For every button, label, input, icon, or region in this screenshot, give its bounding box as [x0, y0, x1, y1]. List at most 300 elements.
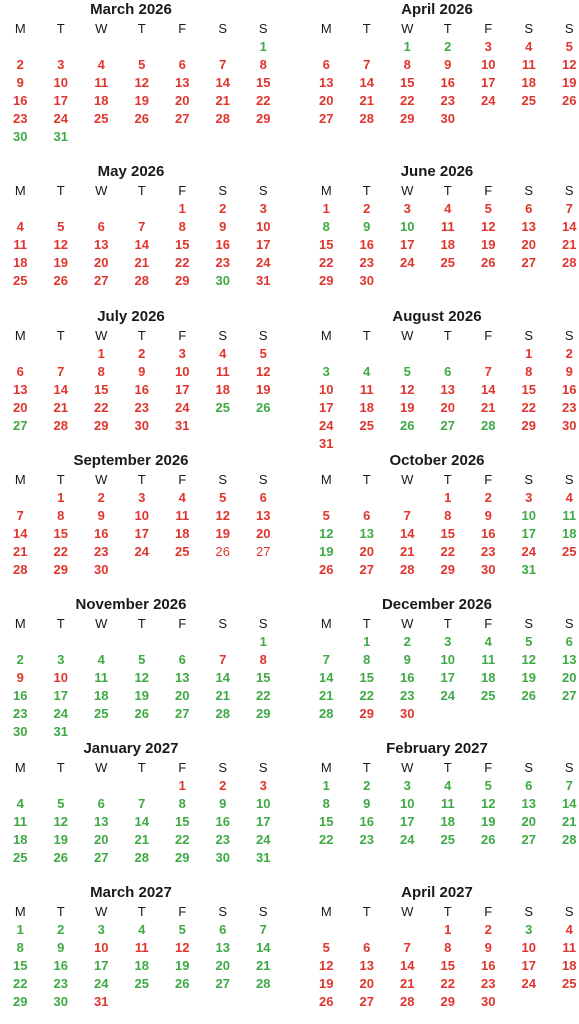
- day-cell[interactable]: 25: [175, 544, 190, 559]
- day-cell[interactable]: 10: [521, 940, 536, 955]
- day-cell[interactable]: 11: [13, 814, 28, 829]
- day-cell[interactable]: 23: [13, 111, 28, 126]
- day-cell[interactable]: 10: [521, 508, 536, 523]
- day-cell[interactable]: 28: [13, 562, 28, 577]
- day-cell[interactable]: 23: [359, 832, 374, 847]
- day-cell[interactable]: 20: [359, 976, 374, 991]
- day-cell[interactable]: 11: [562, 508, 577, 523]
- day-cell[interactable]: 18: [13, 255, 28, 270]
- day-cell[interactable]: 29: [256, 706, 271, 721]
- day-cell[interactable]: 11: [215, 364, 230, 379]
- day-cell[interactable]: 22: [521, 400, 536, 415]
- day-cell[interactable]: 18: [359, 400, 374, 415]
- day-cell[interactable]: 24: [521, 544, 536, 559]
- day-cell[interactable]: 2: [16, 57, 24, 72]
- day-cell[interactable]: 16: [481, 526, 496, 541]
- day-cell[interactable]: 5: [57, 796, 65, 811]
- day-cell[interactable]: 2: [484, 922, 492, 937]
- day-cell[interactable]: 23: [94, 544, 109, 559]
- day-cell[interactable]: 15: [440, 526, 455, 541]
- day-cell[interactable]: 12: [562, 57, 577, 72]
- day-cell[interactable]: 26: [53, 850, 68, 865]
- day-cell[interactable]: 20: [94, 832, 109, 847]
- day-cell[interactable]: 3: [138, 490, 146, 505]
- day-cell[interactable]: 28: [215, 706, 230, 721]
- day-cell[interactable]: 1: [363, 634, 371, 649]
- day-cell[interactable]: 20: [175, 688, 190, 703]
- day-cell[interactable]: 30: [481, 994, 496, 1009]
- day-cell[interactable]: 21: [319, 688, 334, 703]
- day-cell[interactable]: 15: [175, 814, 190, 829]
- day-cell[interactable]: 1: [259, 634, 267, 649]
- day-cell[interactable]: 22: [94, 400, 109, 415]
- day-cell[interactable]: 16: [13, 688, 28, 703]
- day-cell[interactable]: 14: [481, 382, 496, 397]
- day-cell[interactable]: 12: [134, 75, 149, 90]
- day-cell[interactable]: 25: [359, 418, 374, 433]
- day-cell[interactable]: 4: [484, 634, 492, 649]
- day-cell[interactable]: 25: [215, 400, 230, 415]
- day-cell[interactable]: 20: [256, 526, 271, 541]
- day-cell[interactable]: 30: [94, 562, 109, 577]
- day-cell[interactable]: 14: [256, 940, 271, 955]
- day-cell[interactable]: 11: [94, 670, 109, 685]
- day-cell[interactable]: 24: [400, 255, 415, 270]
- day-cell[interactable]: 27: [521, 832, 536, 847]
- day-cell[interactable]: 3: [525, 922, 533, 937]
- day-cell[interactable]: 11: [481, 652, 496, 667]
- day-cell[interactable]: 29: [319, 273, 334, 288]
- day-cell[interactable]: 24: [94, 976, 109, 991]
- day-cell[interactable]: 27: [13, 418, 28, 433]
- day-cell[interactable]: 4: [16, 796, 24, 811]
- day-cell[interactable]: 20: [94, 255, 109, 270]
- day-cell[interactable]: 8: [57, 508, 65, 523]
- day-cell[interactable]: 12: [400, 382, 415, 397]
- day-cell[interactable]: 29: [256, 111, 271, 126]
- day-cell[interactable]: 5: [138, 652, 146, 667]
- day-cell[interactable]: 13: [440, 382, 455, 397]
- day-cell[interactable]: 29: [13, 994, 28, 1009]
- day-cell[interactable]: 15: [256, 670, 271, 685]
- day-cell[interactable]: 4: [565, 490, 573, 505]
- day-cell[interactable]: 7: [219, 652, 227, 667]
- day-cell[interactable]: 25: [94, 706, 109, 721]
- day-cell[interactable]: 21: [215, 688, 230, 703]
- day-cell[interactable]: 16: [134, 382, 149, 397]
- day-cell[interactable]: 19: [481, 237, 496, 252]
- day-cell[interactable]: 22: [175, 255, 190, 270]
- day-cell[interactable]: 17: [256, 814, 271, 829]
- day-cell[interactable]: 29: [400, 111, 415, 126]
- day-cell[interactable]: 7: [138, 796, 146, 811]
- day-cell[interactable]: 6: [525, 201, 533, 216]
- day-cell[interactable]: 7: [219, 57, 227, 72]
- day-cell[interactable]: 1: [525, 346, 533, 361]
- day-cell[interactable]: 26: [400, 418, 415, 433]
- day-cell[interactable]: 21: [134, 832, 149, 847]
- day-cell[interactable]: 13: [319, 75, 334, 90]
- day-cell[interactable]: 14: [400, 526, 415, 541]
- day-cell[interactable]: 25: [440, 255, 455, 270]
- day-cell[interactable]: 16: [359, 237, 374, 252]
- day-cell[interactable]: 31: [521, 562, 536, 577]
- day-cell[interactable]: 12: [319, 526, 334, 541]
- day-cell[interactable]: 17: [521, 958, 536, 973]
- day-cell[interactable]: 10: [319, 382, 334, 397]
- day-cell[interactable]: 15: [319, 814, 334, 829]
- day-cell[interactable]: 29: [359, 706, 374, 721]
- day-cell[interactable]: 10: [134, 508, 149, 523]
- day-cell[interactable]: 2: [138, 346, 146, 361]
- day-cell[interactable]: 14: [562, 219, 577, 234]
- day-cell[interactable]: 8: [363, 652, 371, 667]
- day-cell[interactable]: 8: [322, 796, 330, 811]
- day-cell[interactable]: 9: [97, 508, 105, 523]
- day-cell[interactable]: 1: [16, 922, 24, 937]
- day-cell[interactable]: 17: [400, 814, 415, 829]
- day-cell[interactable]: 7: [138, 219, 146, 234]
- day-cell[interactable]: 30: [400, 706, 415, 721]
- day-cell[interactable]: 5: [178, 922, 186, 937]
- day-cell[interactable]: 3: [403, 778, 411, 793]
- day-cell[interactable]: 24: [53, 111, 68, 126]
- day-cell[interactable]: 8: [259, 57, 267, 72]
- day-cell[interactable]: 20: [215, 958, 230, 973]
- day-cell[interactable]: 21: [359, 93, 374, 108]
- day-cell[interactable]: 20: [359, 544, 374, 559]
- day-cell[interactable]: 6: [322, 57, 330, 72]
- day-cell[interactable]: 31: [175, 418, 190, 433]
- day-cell[interactable]: 1: [322, 778, 330, 793]
- day-cell[interactable]: 16: [440, 75, 455, 90]
- day-cell[interactable]: 18: [481, 670, 496, 685]
- day-cell[interactable]: 11: [521, 57, 536, 72]
- day-cell[interactable]: 27: [175, 706, 190, 721]
- day-cell[interactable]: 17: [134, 526, 149, 541]
- day-cell[interactable]: 10: [256, 219, 271, 234]
- day-cell[interactable]: 2: [363, 201, 371, 216]
- day-cell[interactable]: 23: [134, 400, 149, 415]
- day-cell[interactable]: 13: [175, 670, 190, 685]
- day-cell[interactable]: 18: [94, 688, 109, 703]
- day-cell[interactable]: 8: [259, 652, 267, 667]
- day-cell[interactable]: 31: [53, 724, 68, 739]
- day-cell[interactable]: 23: [215, 832, 230, 847]
- day-cell[interactable]: 8: [444, 940, 452, 955]
- day-cell[interactable]: 22: [319, 255, 334, 270]
- day-cell[interactable]: 6: [219, 922, 227, 937]
- day-cell[interactable]: 26: [319, 994, 334, 1009]
- day-cell[interactable]: 20: [319, 93, 334, 108]
- day-cell[interactable]: 18: [562, 958, 577, 973]
- day-cell[interactable]: 1: [259, 39, 267, 54]
- day-cell[interactable]: 17: [53, 93, 68, 108]
- day-cell[interactable]: 3: [259, 778, 267, 793]
- day-cell[interactable]: 9: [57, 940, 65, 955]
- day-cell[interactable]: 14: [53, 382, 68, 397]
- day-cell[interactable]: 29: [94, 418, 109, 433]
- day-cell[interactable]: 31: [53, 129, 68, 144]
- day-cell[interactable]: 3: [444, 634, 452, 649]
- day-cell[interactable]: 30: [481, 562, 496, 577]
- day-cell[interactable]: 1: [444, 490, 452, 505]
- day-cell[interactable]: 13: [175, 75, 190, 90]
- day-cell[interactable]: 13: [359, 526, 374, 541]
- day-cell[interactable]: 6: [97, 796, 105, 811]
- day-cell[interactable]: 12: [53, 237, 68, 252]
- day-cell[interactable]: 24: [319, 418, 334, 433]
- day-cell[interactable]: 16: [400, 670, 415, 685]
- day-cell[interactable]: 17: [481, 75, 496, 90]
- day-cell[interactable]: 5: [138, 57, 146, 72]
- day-cell[interactable]: 17: [521, 526, 536, 541]
- day-cell[interactable]: 11: [175, 508, 190, 523]
- day-cell[interactable]: 9: [444, 57, 452, 72]
- day-cell[interactable]: 5: [322, 508, 330, 523]
- day-cell[interactable]: 16: [53, 958, 68, 973]
- day-cell[interactable]: 7: [322, 652, 330, 667]
- day-cell[interactable]: 27: [94, 850, 109, 865]
- day-cell[interactable]: 17: [175, 382, 190, 397]
- day-cell[interactable]: 28: [400, 994, 415, 1009]
- day-cell[interactable]: 12: [175, 940, 190, 955]
- day-cell[interactable]: 9: [363, 219, 371, 234]
- day-cell[interactable]: 28: [562, 255, 577, 270]
- day-cell[interactable]: 7: [16, 508, 24, 523]
- day-cell[interactable]: 21: [134, 255, 149, 270]
- day-cell[interactable]: 25: [562, 544, 577, 559]
- day-cell[interactable]: 9: [219, 796, 227, 811]
- day-cell[interactable]: 15: [319, 237, 334, 252]
- day-cell[interactable]: 27: [94, 273, 109, 288]
- day-cell[interactable]: 2: [363, 778, 371, 793]
- day-cell[interactable]: 2: [444, 39, 452, 54]
- day-cell[interactable]: 19: [319, 544, 334, 559]
- day-cell[interactable]: 1: [444, 922, 452, 937]
- day-cell[interactable]: 26: [256, 400, 271, 415]
- day-cell[interactable]: 6: [363, 940, 371, 955]
- day-cell[interactable]: 2: [484, 490, 492, 505]
- day-cell[interactable]: 16: [13, 93, 28, 108]
- day-cell[interactable]: 26: [175, 976, 190, 991]
- day-cell[interactable]: 27: [215, 976, 230, 991]
- day-cell[interactable]: 15: [521, 382, 536, 397]
- day-cell[interactable]: 27: [319, 111, 334, 126]
- day-cell[interactable]: 26: [215, 544, 230, 559]
- day-cell[interactable]: 10: [400, 219, 415, 234]
- day-cell[interactable]: 23: [481, 544, 496, 559]
- day-cell[interactable]: 24: [400, 832, 415, 847]
- day-cell[interactable]: 23: [562, 400, 577, 415]
- day-cell[interactable]: 22: [256, 93, 271, 108]
- day-cell[interactable]: 9: [219, 219, 227, 234]
- day-cell[interactable]: 7: [363, 57, 371, 72]
- day-cell[interactable]: 10: [481, 57, 496, 72]
- day-cell[interactable]: 22: [440, 976, 455, 991]
- day-cell[interactable]: 19: [319, 976, 334, 991]
- day-cell[interactable]: 12: [521, 652, 536, 667]
- day-cell[interactable]: 24: [134, 544, 149, 559]
- day-cell[interactable]: 9: [16, 670, 24, 685]
- day-cell[interactable]: 15: [359, 670, 374, 685]
- day-cell[interactable]: 4: [525, 39, 533, 54]
- day-cell[interactable]: 18: [521, 75, 536, 90]
- day-cell[interactable]: 3: [178, 346, 186, 361]
- day-cell[interactable]: 19: [481, 814, 496, 829]
- day-cell[interactable]: 2: [16, 652, 24, 667]
- day-cell[interactable]: 28: [359, 111, 374, 126]
- day-cell[interactable]: 4: [138, 922, 146, 937]
- day-cell[interactable]: 12: [319, 958, 334, 973]
- day-cell[interactable]: 3: [259, 201, 267, 216]
- day-cell[interactable]: 4: [97, 652, 105, 667]
- day-cell[interactable]: 14: [562, 796, 577, 811]
- day-cell[interactable]: 10: [53, 75, 68, 90]
- day-cell[interactable]: 21: [256, 958, 271, 973]
- day-cell[interactable]: 23: [215, 255, 230, 270]
- day-cell[interactable]: 28: [134, 850, 149, 865]
- day-cell[interactable]: 8: [322, 219, 330, 234]
- day-cell[interactable]: 7: [259, 922, 267, 937]
- day-cell[interactable]: 7: [484, 364, 492, 379]
- day-cell[interactable]: 13: [94, 814, 109, 829]
- day-cell[interactable]: 10: [94, 940, 109, 955]
- day-cell[interactable]: 25: [562, 976, 577, 991]
- day-cell[interactable]: 11: [94, 75, 109, 90]
- day-cell[interactable]: 2: [57, 922, 65, 937]
- day-cell[interactable]: 24: [256, 832, 271, 847]
- day-cell[interactable]: 8: [178, 796, 186, 811]
- day-cell[interactable]: 13: [256, 508, 271, 523]
- day-cell[interactable]: 8: [16, 940, 24, 955]
- day-cell[interactable]: 17: [319, 400, 334, 415]
- day-cell[interactable]: 28: [134, 273, 149, 288]
- day-cell[interactable]: 22: [13, 976, 28, 991]
- day-cell[interactable]: 21: [562, 237, 577, 252]
- day-cell[interactable]: 6: [565, 634, 573, 649]
- day-cell[interactable]: 30: [215, 850, 230, 865]
- day-cell[interactable]: 1: [97, 346, 105, 361]
- day-cell[interactable]: 8: [525, 364, 533, 379]
- day-cell[interactable]: 8: [97, 364, 105, 379]
- day-cell[interactable]: 27: [359, 562, 374, 577]
- day-cell[interactable]: 26: [134, 706, 149, 721]
- day-cell[interactable]: 27: [359, 994, 374, 1009]
- day-cell[interactable]: 30: [440, 111, 455, 126]
- day-cell[interactable]: 22: [359, 688, 374, 703]
- day-cell[interactable]: 14: [134, 814, 149, 829]
- day-cell[interactable]: 18: [215, 382, 230, 397]
- day-cell[interactable]: 26: [481, 255, 496, 270]
- day-cell[interactable]: 19: [521, 670, 536, 685]
- day-cell[interactable]: 10: [400, 796, 415, 811]
- day-cell[interactable]: 20: [521, 814, 536, 829]
- day-cell[interactable]: 9: [363, 796, 371, 811]
- day-cell[interactable]: 4: [363, 364, 371, 379]
- day-cell[interactable]: 15: [53, 526, 68, 541]
- day-cell[interactable]: 15: [94, 382, 109, 397]
- day-cell[interactable]: 31: [256, 273, 271, 288]
- day-cell[interactable]: 27: [175, 111, 190, 126]
- day-cell[interactable]: 4: [565, 922, 573, 937]
- day-cell[interactable]: 6: [444, 364, 452, 379]
- day-cell[interactable]: 18: [134, 958, 149, 973]
- day-cell[interactable]: 18: [175, 526, 190, 541]
- day-cell[interactable]: 12: [215, 508, 230, 523]
- day-cell[interactable]: 4: [219, 346, 227, 361]
- day-cell[interactable]: 21: [53, 400, 68, 415]
- day-cell[interactable]: 5: [484, 201, 492, 216]
- day-cell[interactable]: 28: [562, 832, 577, 847]
- day-cell[interactable]: 6: [259, 490, 267, 505]
- day-cell[interactable]: 21: [481, 400, 496, 415]
- day-cell[interactable]: 23: [359, 255, 374, 270]
- day-cell[interactable]: 30: [134, 418, 149, 433]
- day-cell[interactable]: 12: [481, 219, 496, 234]
- day-cell[interactable]: 16: [481, 958, 496, 973]
- day-cell[interactable]: 14: [359, 75, 374, 90]
- day-cell[interactable]: 25: [134, 976, 149, 991]
- day-cell[interactable]: 2: [97, 490, 105, 505]
- day-cell[interactable]: 21: [562, 814, 577, 829]
- day-cell[interactable]: 19: [53, 255, 68, 270]
- day-cell[interactable]: 1: [403, 39, 411, 54]
- day-cell[interactable]: 13: [521, 219, 536, 234]
- day-cell[interactable]: 6: [525, 778, 533, 793]
- day-cell[interactable]: 5: [322, 940, 330, 955]
- day-cell[interactable]: 16: [215, 814, 230, 829]
- day-cell[interactable]: 29: [440, 562, 455, 577]
- day-cell[interactable]: 19: [256, 382, 271, 397]
- day-cell[interactable]: 9: [484, 508, 492, 523]
- day-cell[interactable]: 27: [440, 418, 455, 433]
- day-cell[interactable]: 23: [440, 93, 455, 108]
- day-cell[interactable]: 19: [175, 958, 190, 973]
- day-cell[interactable]: 15: [13, 958, 28, 973]
- day-cell[interactable]: 1: [178, 778, 186, 793]
- day-cell[interactable]: 1: [322, 201, 330, 216]
- day-cell[interactable]: 23: [400, 688, 415, 703]
- day-cell[interactable]: 9: [484, 940, 492, 955]
- day-cell[interactable]: 24: [440, 688, 455, 703]
- day-cell[interactable]: 24: [521, 976, 536, 991]
- day-cell[interactable]: 13: [13, 382, 28, 397]
- day-cell[interactable]: 3: [57, 57, 65, 72]
- day-cell[interactable]: 18: [440, 237, 455, 252]
- day-cell[interactable]: 30: [13, 129, 28, 144]
- day-cell[interactable]: 18: [94, 93, 109, 108]
- day-cell[interactable]: 19: [400, 400, 415, 415]
- day-cell[interactable]: 21: [215, 93, 230, 108]
- day-cell[interactable]: 17: [94, 958, 109, 973]
- day-cell[interactable]: 21: [400, 544, 415, 559]
- day-cell[interactable]: 28: [400, 562, 415, 577]
- day-cell[interactable]: 12: [256, 364, 271, 379]
- day-cell[interactable]: 25: [481, 688, 496, 703]
- day-cell[interactable]: 19: [562, 75, 577, 90]
- day-cell[interactable]: 11: [440, 219, 455, 234]
- day-cell[interactable]: 25: [440, 832, 455, 847]
- day-cell[interactable]: 4: [444, 201, 452, 216]
- day-cell[interactable]: 22: [256, 688, 271, 703]
- day-cell[interactable]: 11: [134, 940, 149, 955]
- day-cell[interactable]: 21: [13, 544, 28, 559]
- day-cell[interactable]: 31: [94, 994, 109, 1009]
- day-cell[interactable]: 21: [400, 976, 415, 991]
- day-cell[interactable]: 5: [565, 39, 573, 54]
- day-cell[interactable]: 5: [525, 634, 533, 649]
